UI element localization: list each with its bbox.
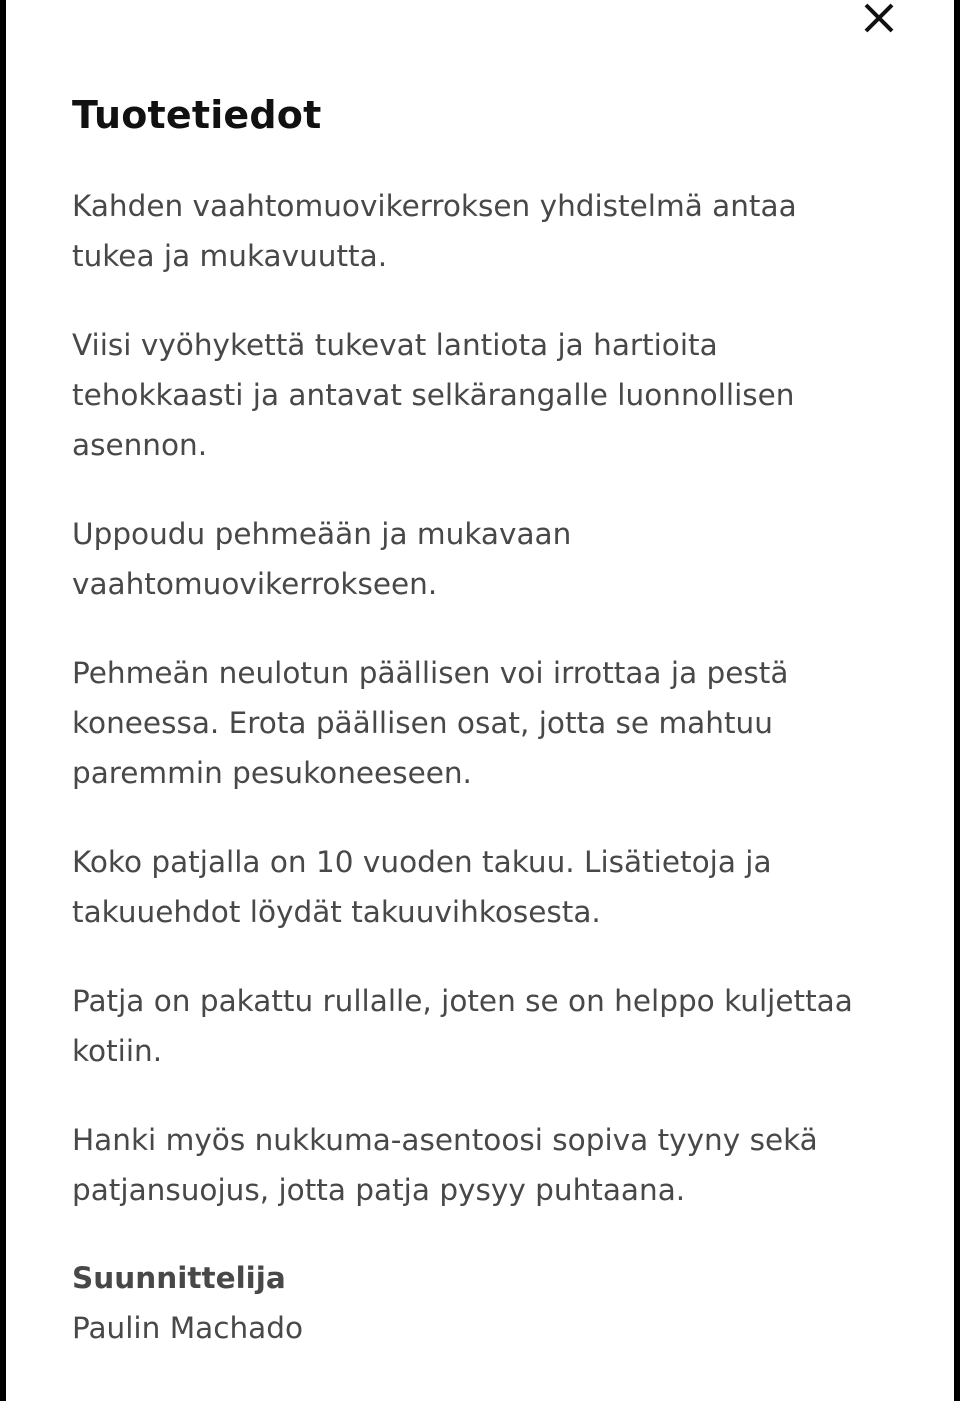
close-icon: [857, 0, 901, 36]
product-description-paragraph: Patja on pakattu rullalle, joten se on helppo kuljettaa kotiin.: [72, 984, 853, 1068]
product-description-paragraph: Kahden vaahtomuovikerroksen yhdistelmä antaa tukea ja mukavuutta.: [72, 189, 797, 273]
dialog-title: Tuotetiedot: [72, 93, 322, 137]
product-description-paragraph: Pehmeän neulotun päällisen voi irrottaa ja pestä koneessa. Erota päällisen osat, jotta se mahtuu paremmin pesukoneeseen.: [72, 656, 789, 790]
product-description-paragraph: Uppoudu pehmeään ja mukavaan vaahtomuovikerrokseen.: [72, 517, 572, 601]
designer-name: Paulin Machado: [72, 1311, 304, 1345]
product-details-dialog: [6, 0, 954, 1401]
product-description-paragraph: Hanki myös nukkuma-asentoosi sopiva tyyny sekä patjansuojus, jotta patja pysyy puhtaana.: [72, 1123, 818, 1207]
designer-label: Suunnittelija: [72, 1261, 286, 1295]
close-button[interactable]: [857, 0, 901, 36]
product-description-paragraph: Koko patjalla on 10 vuoden takuu. Lisätietoja ja takuuehdot löydät takuuvihkosesta.: [72, 845, 772, 929]
product-description-paragraph: Viisi vyöhykettä tukevat lantiota ja hartioita tehokkaasti ja antavat selkärangalle luonnollisen asennon.: [72, 328, 795, 462]
dialog-content: [72, 88, 872, 1353]
